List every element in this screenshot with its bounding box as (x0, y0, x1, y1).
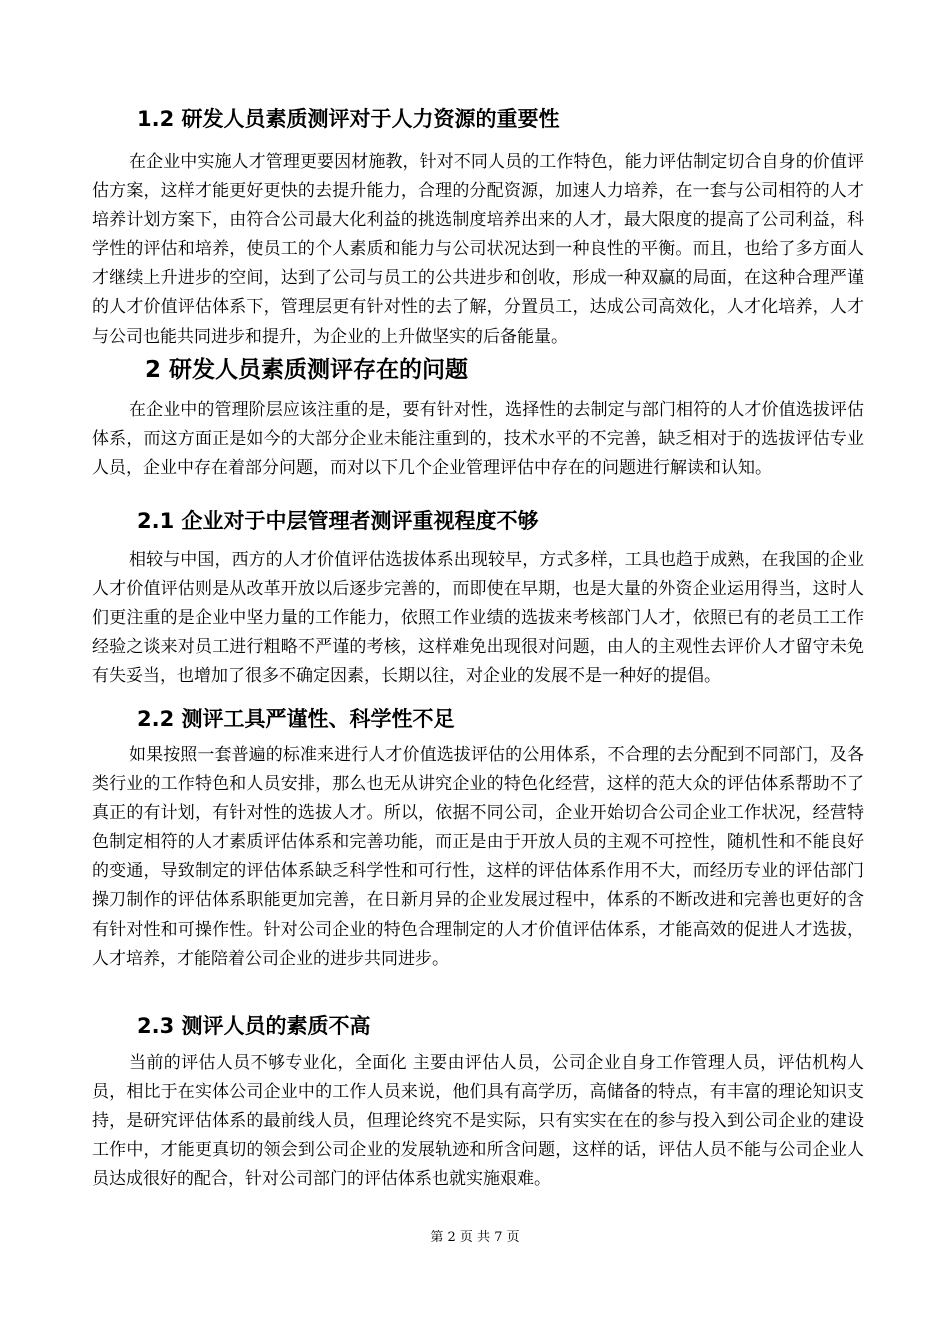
section-paragraph-2-2: 如果按照一套普遍的标准来进行人才价值选拔评估的公用体系，不合理的去分配到不同部门，及各类行业的工作特色和人员安排，那么也无从讲究企业的特色化经营，这样的范大众的评估体系帮助不了真正的有计划，有针对性的选拔人才。所以，依据不同公司，企业开始切合公司企业工作状况，经营特色制定相符的人才素质评估体系和完善功能，而正是由于开放人员的主观不可控性，随机性和不能良好的变通，导致制定的评估体系缺乏科学性和可行性，这样的评估体系作用不大，而经历专业的评估部门操刀制作的评估体系职能更加完善，在日新月异的企业发展过程中，体系的不断改进和完善也更好的含有针对性和可操作性。针对公司企业的特色合理制定的人才价值评估体系，才能高效的促进人才选拔，人才培养，才能陪着公司企业的进步共同进步。 (92, 745, 864, 969)
section-heading-1-2: 1.2 研发人员素质测评对于人力资源的重要性 (137, 107, 560, 131)
section-paragraph-2-1: 相较与中国，西方的人才价值评估选拔体系出现较早，方式多样，工具也趋于成熟，在我国的企业人才价值评估则是从改革开放以后逐步完善的，而即使在早期，也是大量的外资企业运用得当，这时人们更注重的是企业中坚力量的工作能力，依照工作业绩的选拔来考核部门人才，依照已有的老员工工作经验之谈来对员工进行粗略不严谨的考核，这样难免出现很对问题，由人的主观性去评价人才留守未免有失妥当，也增加了很多不确定因素，长期以往，对企业的发展不是一种好的提倡。 (92, 550, 864, 687)
section-paragraph-2: 在企业中的管理阶层应该注重的是，要有针对性，选择性的去制定与部门相符的人才价值选拔评估体系，而这方面正是如今的大部分企业未能注重到的，技术水平的不完善，缺乏相对于的选拔评估专业人员，企业中存在着部分问题，而对以下几个企业管理评估中存在的问题进行解读和认知。 (92, 400, 864, 479)
section-heading-2-2: 2.2 测评工具严谨性、科学性不足 (137, 707, 455, 731)
section-heading-2-1: 2.1 企业对于中层管理者测评重视程度不够 (137, 509, 539, 533)
section-paragraph-1-2: 在企业中实施人才管理更要因材施教，针对不同人员的工作特色，能力评估制定切合自身的价值评估方案，这样才能更好更快的去提升能力，合理的分配资源，加速人力培养，在一套与公司相符的人才培养计划方案下，由符合公司最大化利益的挑选制度培养出来的人才，最大限度的提高了公司利益，科学性的评估和培养，使员工的个人素质和能力与公司状况达到一种良性的平衡。而且，也给了多方面人才继续上升进步的空间，达到了公司与员工的公共进步和创收，形成一种双赢的局面，在这种合理严谨的人才价值评估体系下，管理层更有针对性的去了解，分置员工，达成公司高效化，人才化培养，人才与公司也能共同进步和提升，为企业的上升做坚实的后备能量。 (92, 152, 864, 347)
section-paragraph-2-3: 当前的评估人员不够专业化，全面化 主要由评估人员，公司企业自身工作管理人员，评估机构人员，相比于在实体公司企业中的工作人员来说，他们具有高学历，高储备的特点，有丰富的理论知识支持，是研究评估体系的最前线人员，但理论终究不是实际，只有实实在在的参与投入到公司企业的建设工作中，才能更真切的领会到公司企业的发展轨迹和所含问题，这样的话，评估人员不能与公司企业人员达成很好的配合，针对公司部门的评估体系也就实施艰难。 (92, 1053, 864, 1190)
page-number-footer: 第 2 页 共 7 页 (430, 1230, 520, 1245)
section-heading-2: 2 研发人员素质测评存在的问题 (145, 357, 469, 383)
section-heading-2-3: 2.3 测评人员的素质不高 (137, 1014, 371, 1038)
